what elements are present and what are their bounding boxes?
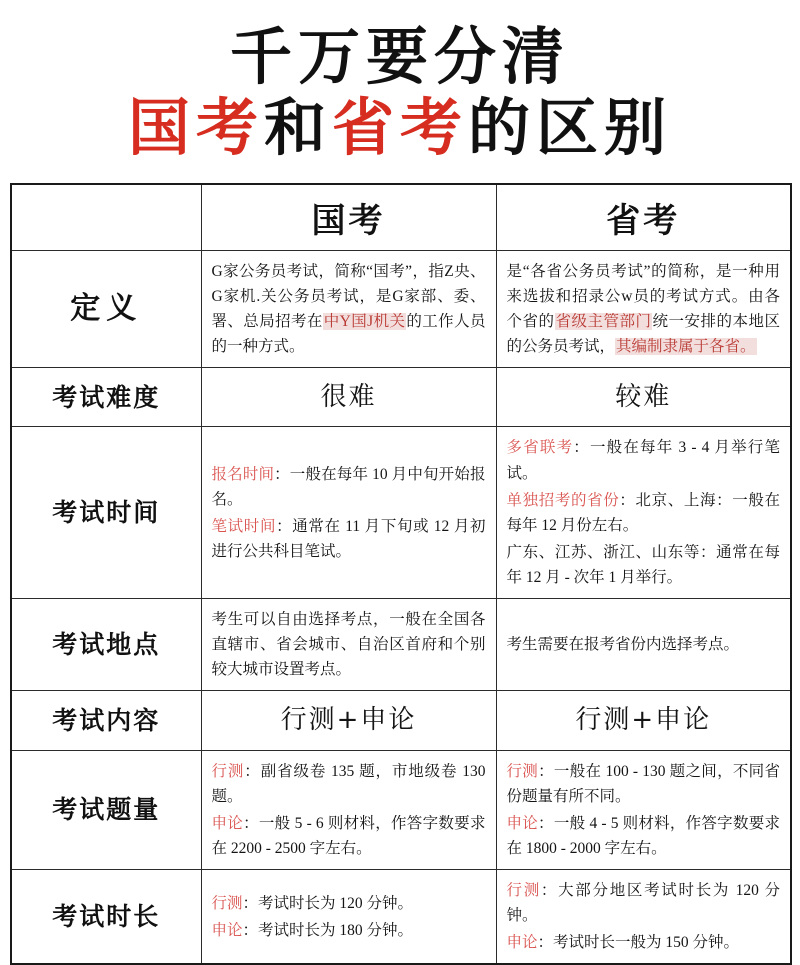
cell-difficulty-national: 很难: [201, 368, 496, 427]
table-header-row: [11, 184, 791, 251]
cell-exam-time-provincial: 多省联考：一般在每年 3 - 4 月举行笔试。 单独招考的省份：北京、上海：一般在每年 12 月份左右。 广东、江苏、浙江、山东等：通常在每年 12 月 - 次年 1 月举行。: [496, 427, 791, 599]
cell-exam-duration-national: 行测：考试时长为 120 分钟。 申论：考试时长为 180 分钟。: [201, 869, 496, 964]
column-header-provincial: 省考: [496, 184, 791, 251]
title-highlight-provincial: 省考: [332, 91, 469, 165]
title-conjunction: 和: [263, 91, 332, 165]
title-suffix: 的区别: [468, 91, 673, 165]
cell-question-count-national: 行测：副省级卷 135 题，市地级卷 130 题。 申论：一般 5 - 6 则材料，作答字数要求在 2200 - 2500 字左右。: [201, 750, 496, 869]
comparison-table: [10, 183, 792, 965]
table-row: [11, 368, 791, 427]
row-label-exam-place: 考试地点: [11, 599, 201, 691]
cell-exam-time-national: 报名时间：一般在每年 10 月中旬开始报名。 笔试时间：通常在 11 月下旬或 12 月初进行公共科目笔试。: [201, 427, 496, 599]
cell-exam-content-provincial: 行测+申论: [496, 691, 791, 750]
cell-exam-content-national: 行测+申论: [201, 691, 496, 750]
table-row: [11, 691, 791, 750]
comparison-table-wrap: [10, 183, 790, 965]
cell-definition-national: G家公务员考试，简称“国考”，指Z央、G家机.关公务员考试，是G家部、委、署、总局招考在中Y国J机关的工作人员的一种方式。: [201, 250, 496, 367]
table-corner-cell: [11, 184, 201, 251]
cell-question-count-provincial: 行测：一般在 100 - 130 题之间，不同省份题量有所不同。 申论：一般 4 - 5 则材料，作答字数要求在 1800 - 2000 字左右。: [496, 750, 791, 869]
cell-exam-duration-provincial: 行测：大部分地区考试时长为 120 分钟。 申论：考试时长一般为 150 分钟。: [496, 869, 791, 964]
table-row: [11, 250, 791, 367]
cell-exam-place-provincial: 考生需要在报考省份内选择考点。: [496, 599, 791, 691]
cell-exam-place-national: 考生可以自由选择考点，一般在全国各直辖市、省会城市、自治区首府和个别较大城市设置考点。: [201, 599, 496, 691]
table-row: [11, 427, 791, 599]
page-title: [0, 0, 800, 169]
table-row: [11, 599, 791, 691]
column-header-national: 国考: [201, 184, 496, 251]
cell-definition-provincial: 是“各省公务员考试”的简称，是一种用来选拔和招录公w员的考试方式。由各个省的省级主管部门统一安排的本地区的公务员考试，其编制隶属于各省。: [496, 250, 791, 367]
row-label-difficulty: 考试难度: [11, 368, 201, 427]
table-row: [11, 750, 791, 869]
title-line-1: 千万要分清: [229, 20, 570, 93]
title-line-2: [0, 91, 800, 165]
row-label-exam-content: 考试内容: [11, 691, 201, 750]
row-label-question-count: 考试题量: [11, 750, 201, 869]
title-highlight-national: 国考: [127, 91, 264, 165]
row-label-exam-duration: 考试时长: [11, 869, 201, 964]
table-row: [11, 869, 791, 964]
cell-difficulty-provincial: 较难: [496, 368, 791, 427]
row-label-definition: 定义: [11, 250, 201, 367]
row-label-exam-time: 考试时间: [11, 427, 201, 599]
